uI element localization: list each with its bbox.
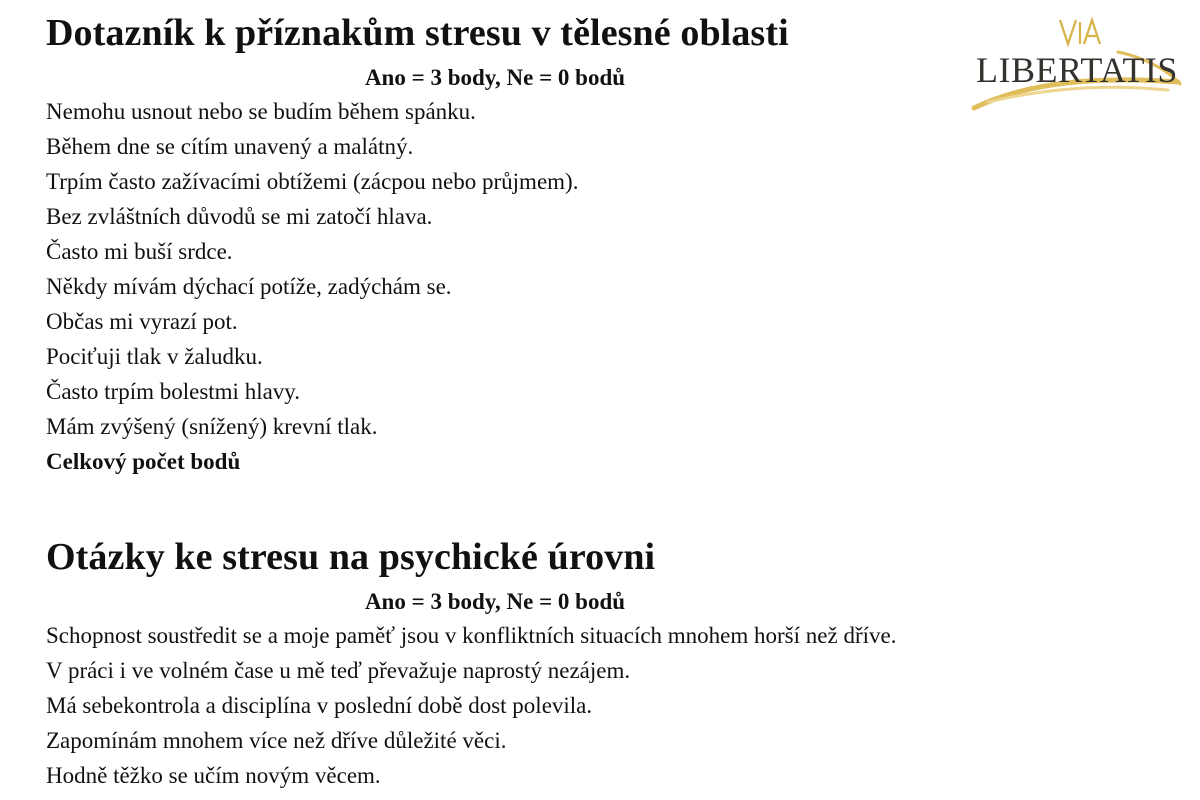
question-item: Mám zvýšený (snížený) krevní tlak. xyxy=(46,414,378,439)
question-item: Má sebekontrola a disciplína v poslední době dost polevila. xyxy=(46,693,593,718)
question-item: Trpím často zažívacími obtížemi (zácpou nebo průjmem). xyxy=(46,169,579,194)
question-item: Často mi buší srdce. xyxy=(46,239,233,264)
question-item: Pociťuji tlak v žaludku. xyxy=(46,344,263,369)
question-item: Někdy mívám dýchací potíže, zadýchám se. xyxy=(46,274,452,299)
section2-title: Otázky ke stresu na psychické úrovni xyxy=(46,536,656,578)
question-item: Schopnost soustředit se a moje paměť jsou v konfliktních situacích mnohem horší než dříve. xyxy=(46,623,897,648)
question-item: Nemohu usnout nebo se budím během spánku. xyxy=(46,99,476,124)
question-item: Bez zvláštních důvodů se mi zatočí hlava. xyxy=(46,204,433,229)
logo-text: LIBERTATIS xyxy=(976,50,1178,90)
question-item: Hodně těžko se učím novým věcem. xyxy=(46,763,381,788)
section2-scoring: Ano = 3 body, Ne = 0 bodů xyxy=(364,589,626,614)
question-item: Často trpím bolestmi hlavy. xyxy=(46,379,301,404)
section1-title: Dotazník k příznakům stresu v tělesné oblasti xyxy=(46,12,789,54)
section1-question-list xyxy=(46,94,578,479)
section2-question-list xyxy=(46,618,896,793)
question-item: Občas mi vyrazí pot. xyxy=(46,309,238,334)
question-item: Během dne se cítím unavený a malátný. xyxy=(46,134,414,159)
question-item: Zapomínám mnohem více než dříve důležité věci. xyxy=(46,728,507,753)
question-item: V práci i ve volném čase u mě teď převažuje naprostý nezájem. xyxy=(46,658,631,683)
total-points-label: Celkový počet bodů xyxy=(46,449,241,474)
libertatis-logo xyxy=(968,12,1184,116)
section1-scoring: Ano = 3 body, Ne = 0 bodů xyxy=(364,65,626,90)
